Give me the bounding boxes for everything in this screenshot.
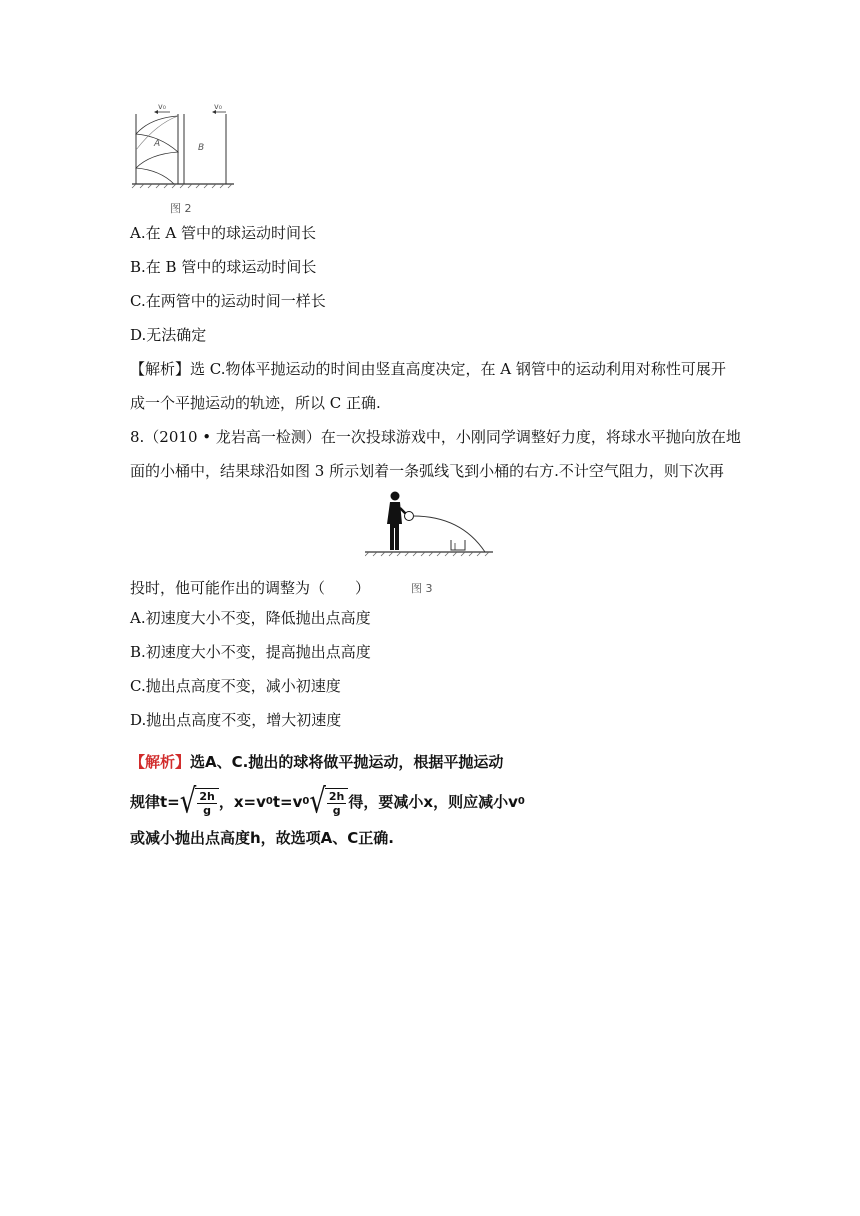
- fig2-v0-right-label: v₀: [214, 102, 222, 111]
- fraction-numerator: 2h: [199, 789, 215, 803]
- q7-analysis-line-2: 成一个平抛运动的轨迹，所以 C 正确.: [130, 394, 381, 412]
- q8-analysis-line-2: [130, 782, 525, 822]
- q8-option-a: A.初速度大小不变，降低抛出点高度: [130, 609, 371, 627]
- figure-3-caption: 图 3: [411, 582, 433, 595]
- q8-analysis-conclusion: 得，要减小x，则应减小v: [348, 793, 518, 811]
- q8-analysis-line-3: 或减小抛出点高度h，故选项A、C正确.: [130, 829, 394, 847]
- fig2-v0-left-label: v₀: [158, 102, 166, 111]
- q8-analysis-rule-label: 规律t=: [130, 793, 180, 811]
- sqrt-expression-1: √ $\frac{2h}{g}$: [180, 788, 219, 817]
- q8-analysis-tag: 【解析】: [130, 753, 191, 771]
- q7-option-a: A.在 A 管中的球运动时间长: [130, 224, 316, 242]
- q8-analysis-t-eq: t=v: [272, 793, 303, 811]
- figure-2-caption: 图 2: [170, 202, 192, 215]
- fig2-label-a: A: [154, 139, 161, 149]
- q8-stem-line-3: 投时，他可能作出的调整为（ ）: [130, 579, 371, 597]
- sqrt-expression-2: √ $\frac{2h}{g}$: [309, 788, 348, 817]
- q8-option-c: C.抛出点高度不变，减小初速度: [130, 677, 341, 695]
- q8-option-b: B.初速度大小不变，提高抛出点高度: [130, 643, 371, 661]
- q7-analysis-line-1: 【解析】选 C.物体平抛运动的时间由竖直高度决定，在 A 钢管中的运动利用对称性可展开: [130, 360, 726, 378]
- subscript-zero: 0: [302, 796, 310, 807]
- q8-analysis-line-1: [130, 752, 503, 772]
- q7-option-c: C.在两管中的运动时间一样长: [130, 292, 326, 310]
- subscript-zero: 0: [517, 796, 525, 807]
- fraction-denominator: g: [332, 803, 341, 817]
- figure-3-throw: [365, 488, 495, 560]
- q7-option-d: D.无法确定: [130, 326, 207, 344]
- q8-option-d: D.抛出点高度不变，增大初速度: [130, 711, 342, 729]
- q8-analysis-line-1-text: 选A、C.抛出的球将做平抛运动，根据平抛运动: [190, 753, 504, 771]
- q8-stem-line-1: 8.（2010 • 龙岩高一检测）在一次投球游戏中，小刚同学调整好力度，将球水平抛向放在地: [130, 428, 741, 446]
- fraction-numerator: 2h: [328, 789, 345, 803]
- subscript-zero: 0: [265, 796, 273, 807]
- fraction-denominator: g: [203, 803, 212, 817]
- figure-2-tubes: [130, 100, 240, 190]
- q7-option-b: B.在 B 管中的球运动时间长: [130, 258, 317, 276]
- fig2-label-b: B: [198, 143, 205, 153]
- q8-analysis-x-eq: ，x=v: [218, 793, 266, 811]
- q8-stem-line-2: 面的小桶中，结果球沿如图 3 所示划着一条弧线飞到小桶的右方.不计空气阻力，则下次再: [130, 462, 724, 480]
